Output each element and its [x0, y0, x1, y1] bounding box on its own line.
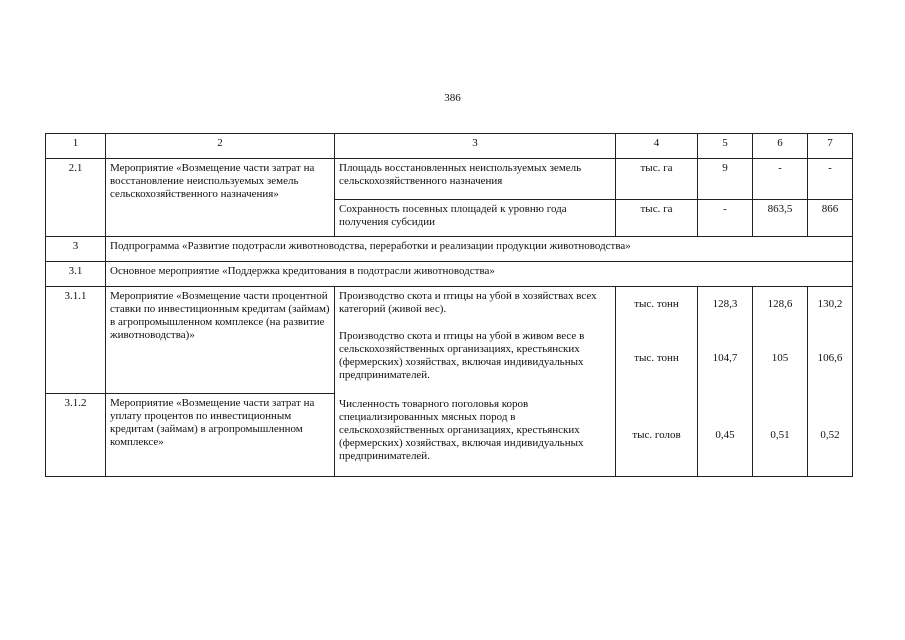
table-row: [46, 287, 853, 394]
value-cell: -: [808, 159, 853, 200]
indicator-cell: [335, 287, 616, 477]
header-row: [46, 134, 853, 159]
header-cell: 1: [46, 134, 106, 159]
event-cell: Мероприятие «Возмещение части процентной ставки по инвестиционным кредитам (займам) в агропромышленном комплексе (на развитие животноводства)»: [106, 287, 335, 394]
indicator-text: Производство скота и птицы на убой в живом весе в сельскохозяйственных организациях, крестьянских (фермерских) хозяйствах, включая индивидуальных предпринимателей.: [339, 330, 585, 381]
value-text: 0,52: [820, 429, 840, 441]
event-cell: Мероприятие «Возмещение части затрат на уплату процентов по инвестиционным кредитам (займам) в агропромышленном комплексе»: [106, 394, 335, 477]
header-cell: 5: [698, 134, 753, 159]
header-cell: 4: [616, 134, 698, 159]
main-measure-cell: Основное мероприятие «Поддержка кредитования в подотрасли животноводства»: [106, 262, 853, 287]
value-cell: -: [753, 159, 808, 200]
value-text: 104,7: [712, 352, 738, 364]
table-row: [46, 262, 853, 287]
header-cell: 6: [753, 134, 808, 159]
unit-cell: [616, 287, 698, 477]
table-row: [46, 159, 853, 200]
event-cell: Мероприятие «Возмещение части затрат на восстановление неиспользуемых земель сельскохозяйственного назначения»: [106, 159, 335, 237]
row-number: 3: [46, 237, 106, 262]
header-cell: 2: [106, 134, 335, 159]
value-text: 0,45: [715, 429, 735, 441]
value-cell: 866: [808, 200, 853, 237]
unit-text: тыс. тонн: [634, 298, 679, 310]
value-text: 130,2: [817, 298, 843, 310]
row-number: 2.1: [46, 159, 106, 237]
value-cell: 863,5: [753, 200, 808, 237]
indicator-text: Численность товарного поголовья коров специализированных мясных пород в сельскохозяйственных организациях, крестьянских (фермерских) хозяйствах, включая индивидуальных предпринимателей.: [339, 398, 584, 462]
indicators-table: [45, 133, 853, 477]
unit-text: тыс. тонн: [634, 352, 679, 364]
header-cell: 7: [808, 134, 853, 159]
row-number: 3.1.1: [46, 287, 106, 394]
unit-cell: тыс. га: [616, 200, 698, 237]
subprogram-cell: Подпрограмма «Развитие подотрасли животноводства, переработки и реализации продукции животноводства»: [106, 237, 853, 262]
value-cell: [698, 287, 753, 477]
unit-text: тыс. голов: [632, 429, 681, 441]
table-row: [46, 237, 853, 262]
header-cell: 3: [335, 134, 616, 159]
row-number: 3.1: [46, 262, 106, 287]
value-text: 0,51: [770, 429, 790, 441]
value-cell: 9: [698, 159, 753, 200]
row-number: 3.1.2: [46, 394, 106, 477]
value-text: 105: [771, 352, 789, 364]
value-text: 128,6: [767, 298, 793, 310]
value-cell: -: [698, 200, 753, 237]
value-text: 128,3: [712, 298, 738, 310]
value-cell: [808, 287, 853, 477]
value-text: 106,6: [817, 352, 843, 364]
indicator-cell: Площадь восстановленных неиспользуемых земель сельскохозяйственного назначения: [335, 159, 616, 200]
indicator-cell: Сохранность посевных площадей к уровню года получения субсидии: [335, 200, 616, 237]
unit-cell: тыс. га: [616, 159, 698, 200]
indicator-text: Производство скота и птицы на убой в хозяйствах всех категорий (живой вес).: [339, 290, 597, 315]
page-number: 386: [444, 92, 461, 104]
value-cell: [753, 287, 808, 477]
